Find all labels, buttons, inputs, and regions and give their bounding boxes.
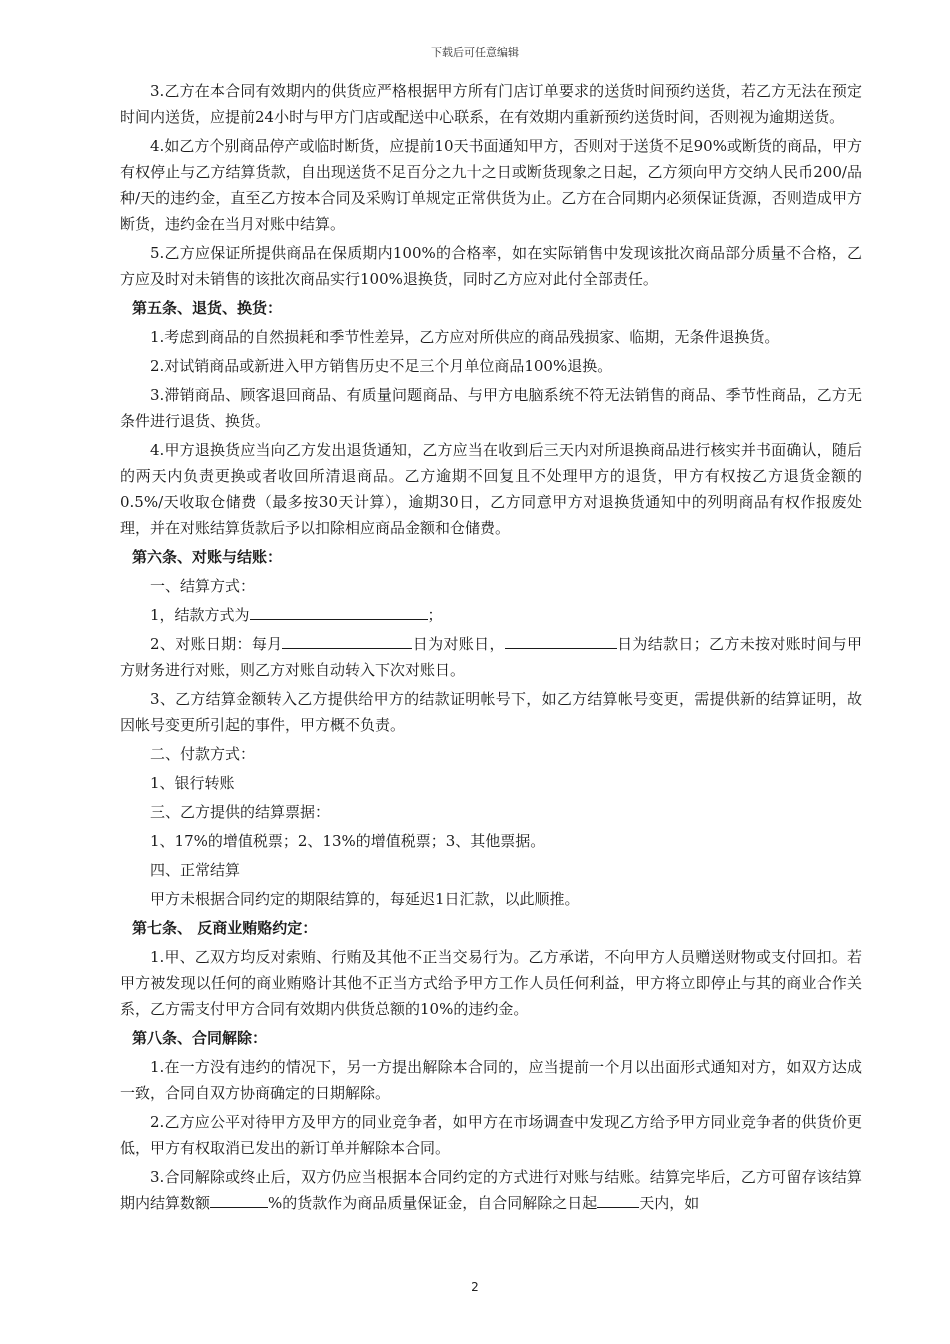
termination-item-3-text-a: 3.合同解除或终止后，双方仍应当根据本合同约定的方式进行对账与结账。结算完毕后，乙方可留存该结算期内结算数额 [120,1168,862,1212]
termination-item-1: 1.在一方没有违约的情况下，另一方提出解除本合同的，应当提前一个月以出面形式通知对方，如双方达成一致，合同自双方协商确定的日期解除。 [120,1058,862,1102]
clause-4-item-5: 5.乙方应保证所提供商品在保质期内100%的合格率，如在实际销售中发现该批次商品部分质量不合格，乙方应及时对未销售的该批次商品实行100%退换货，同时乙方应对此付全部责任。 [120,244,862,288]
reconciliation-day-blank[interactable] [282,631,412,649]
clause-5-item-3: 3.滞销商品、顾客退回商品、有质量问题商品、与甲方电脑系统不符无法销售的商品、季节性商品，乙方无条件进行退货、换货。 [120,386,862,430]
clause-4-item-3: 3.乙方在本合同有效期内的供货应严格根据甲方所有门店订单要求的送货时间预约送货，若乙方无法在预定时间内送货，应提前24小时与甲方门店或配送中心联系，在有效期内重新预约送货时间，否则视为逾期送货。 [120,82,862,126]
page-header: 下载后可任意编辑 [431,46,519,59]
clause-5-item-4: 4.甲方退换货应当向乙方发出退货通知，乙方应当在收到后三天内对所退换商品进行核实并书面确认，随后的两天内负责更换或者收回所清退商品。乙方逾期不回复且不处理甲方的退货，甲方有权按乙方退货金额的0.5%/天收取仓储费（最多按30天计算），逾期30日，乙方同意甲方对退换货通知中的列明商品有权作报废处理，并在对账结算货款后予以扣除相应商品金额和仓储费。 [120,441,862,537]
clause-5-item-2: 2.对试销商品或新进入甲方销售历史不足三个月单位商品100%退换。 [150,357,613,375]
reconciliation-mid: 日为对账日， [412,635,505,653]
payment-method-end: ； [427,606,443,624]
invoice-types: 1、17%的增值税票；2、13%的增值税票；3、其他票据。 [150,832,546,850]
settlement-account-clause: 3、乙方结算金额转入乙方提供给甲方的结款证明帐号下，如乙方结算帐号变更，需提供新的结算证明，故因帐号变更所引起的事件，甲方概不负责。 [120,690,862,734]
section-heading-5: 第五条、退货、换货： [132,299,283,317]
deposit-percent-blank[interactable] [210,1190,268,1208]
clause-5-item-1: 1.考虑到商品的自然损耗和季节性差异，乙方应对所供应的商品残损家、临期，无条件退换货。 [150,328,780,346]
payment-method-blank[interactable] [250,602,428,620]
section-heading-7: 第七条、 反商业贿赂约定： [132,919,318,937]
late-payment-clause: 甲方未根据合同约定的期限结算的，每延迟1日汇款，以此顺推。 [150,890,580,908]
page-number: 2 [471,1280,479,1294]
document-body [120,78,862,1219]
bank-transfer-item: 1、银行转账 [150,774,235,792]
normal-settlement-heading: 四、正常结算 [150,861,241,879]
days-blank[interactable] [597,1190,639,1208]
payment-day-blank[interactable] [505,631,617,649]
termination-item-2: 2.乙方应公平对待甲方及甲方的同业竞争者，如甲方在市场调查中发现乙方给予甲方同业竞争者的供货价更低，甲方有权取消已发出的新订单并解除本合同。 [120,1113,862,1157]
reconciliation-label: 2、对账日期：每月 [150,635,283,653]
section-heading-6: 第六条、对账与结账： [132,548,283,566]
termination-item-3 [120,1164,862,1216]
termination-item-3-text-b: %的货款作为商品质量保证金，自合同解除之日起 [268,1194,598,1212]
anti-bribery-clause: 1.甲、乙双方均反对索贿、行贿及其他不正当交易行为。乙方承诺，不向甲方人员赠送财物或支付回扣。若甲方被发现以任何的商业贿赂计其他不正当方式给予甲方工作人员任何利益，甲方将立即停止与其的商业合作关系，乙方需支付甲方合同有效期内供货总额的10%的违约金。 [120,948,862,1018]
termination-item-3-text-c: 天内，如 [639,1194,700,1212]
payment-method-label: 1，结款方式为 [150,606,250,624]
reconciliation-date-line [120,631,862,683]
reconciliation-end: 日为结款日；乙方未按对账时间与甲方财务进行对账，则乙方对账自动转入下次对账日。 [120,635,862,679]
payment-method-line [120,602,862,628]
payment-type-heading: 二、付款方式： [150,745,256,763]
clause-4-item-4: 4.如乙方个别商品停产或临时断货，应提前10天书面通知甲方，否则对于送货不足90%或断货的商品，甲方有权停止与乙方结算货款，自出现送货不足百分之九十之日或断货现象之日起，乙方须向甲方交纳人民币200/品种/天的违约金，直至乙方按本合同及采购订单规定正常供货为止。乙方在合同期内必须保证货源，否则造成甲方断货，违约金在当月对账中结算。 [120,137,862,233]
invoice-heading: 三、乙方提供的结算票据： [150,803,331,821]
settlement-method-heading: 一、结算方式： [150,577,256,595]
section-heading-8: 第八条、合同解除： [132,1029,268,1047]
